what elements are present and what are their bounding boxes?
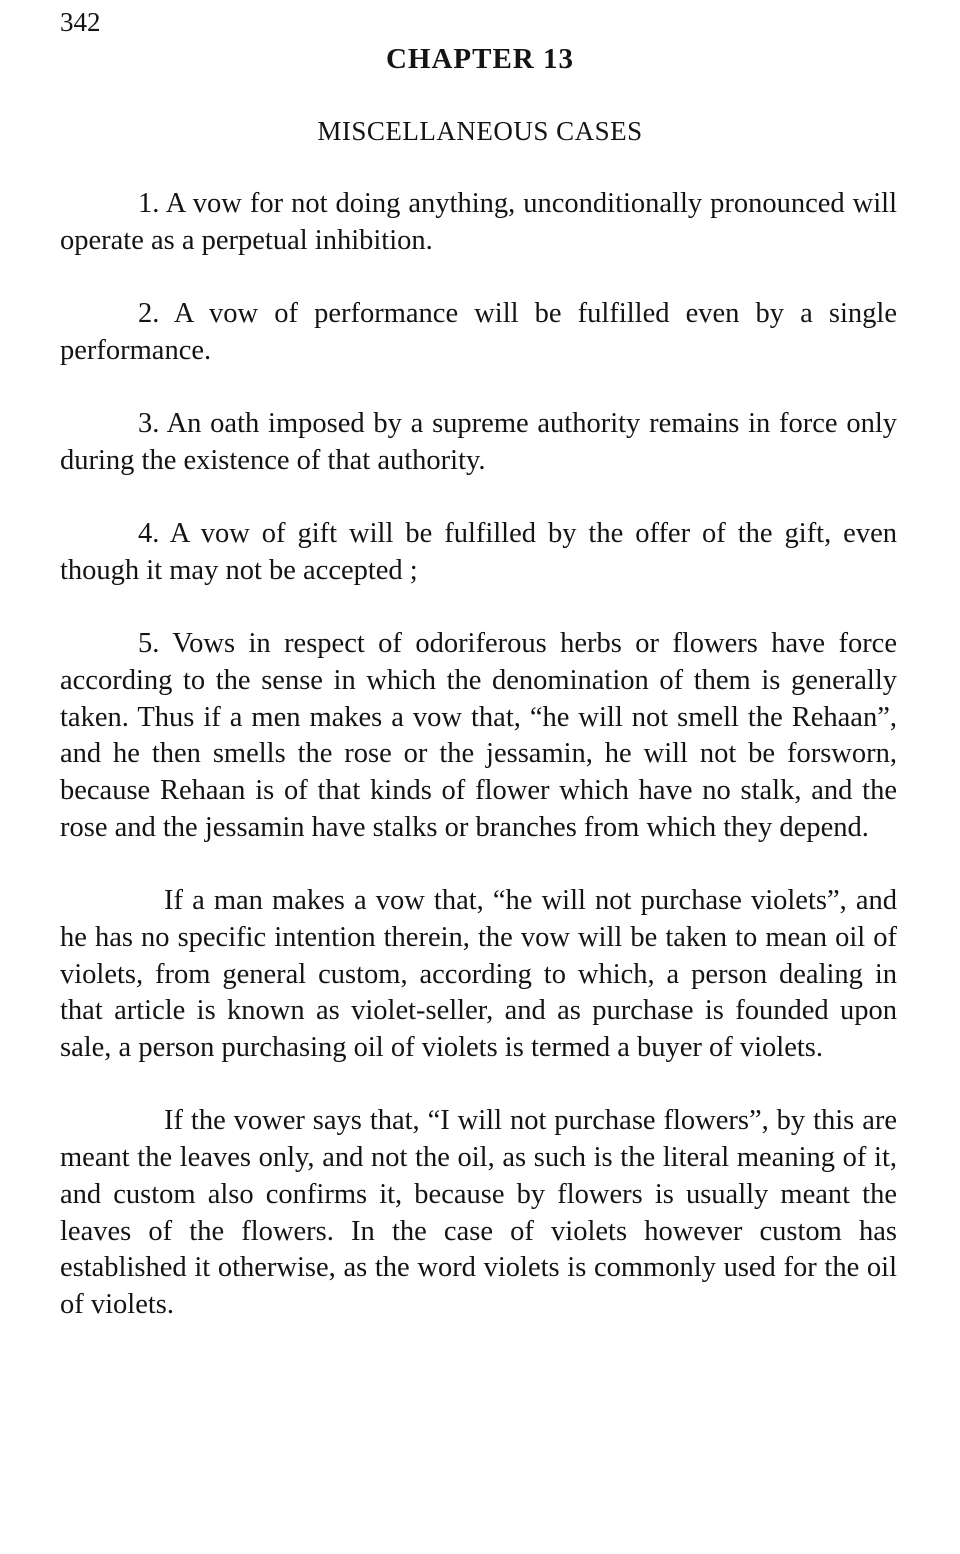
paragraph-6: If a man makes a vow that, “he will not purchase violets”, and he has no specific intention therein, the vow will be taken to mean oil of violets, from general custom, according to which, a person dealing in that article is known as violet-seller, and as purchase is founded upon sale, a person purchasing oil of violets is termed a buyer of violets. <box>60 885 897 1064</box>
paragraph-5: 5. Vows in respect of odoriferous herbs or flowers have force according to the sense in which the denomination of them is generally taken. Thus if a men makes a vow that, “he will not smell the Rehaan”, and he then smells the rose or the jessamin, he will not be forsworn, because Rehaan is of that kinds of flower which have no stalk, and the rose and the jessamin have stalks or branches from which they depend. <box>60 628 897 843</box>
chapter-title: CHAPTER 13 <box>385 43 575 75</box>
paragraph-1: 1. A vow for not doing anything, unconditionally pronounced will operate as a perpetual inhibition. <box>60 188 897 256</box>
paragraph-7: If the vower says that, “I will not purchase flowers”, by this are meant the leaves only, and not the oil, as such is the literal meaning of it, and custom also confirms it, because by flowers is usually meant the leaves of the flowers. In the case of violets however custom has established it otherwise, as the word violets is commonly used for the oil of violets. <box>60 1105 897 1320</box>
body-text <box>60 186 897 1324</box>
paragraph-3: 3. An oath imposed by a supreme authority remains in force only during the existence of that authority. <box>60 408 897 476</box>
paragraph-2: 2. A vow of performance will be fulfilled even by a single performance. <box>60 298 897 366</box>
page-number: 342 <box>60 7 101 37</box>
section-title: MISCELLANEOUS CASES <box>317 116 643 146</box>
paragraph-4: 4. A vow of gift will be fulfilled by the offer of the gift, even though it may not be accepted ; <box>60 518 897 586</box>
